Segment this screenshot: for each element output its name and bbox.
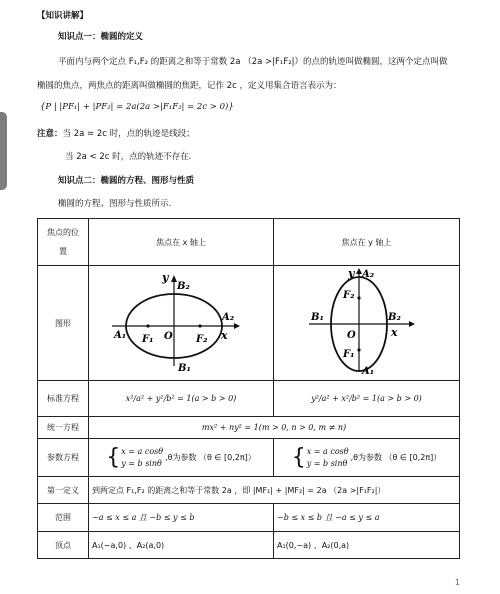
figure-y-focus-cell — [274, 266, 460, 381]
param2-y: y = b sinθ — [306, 458, 348, 468]
param1-y: y = b sinθ — [121, 458, 162, 468]
ellipse-properties-table — [37, 218, 460, 559]
fig2-b1-label: B₁ — [311, 312, 324, 323]
fig2-f2-label: F₂ — [343, 290, 355, 301]
fig1-b1-label: B₁ — [177, 363, 191, 374]
fig2-f1-label: F₁ — [343, 349, 355, 360]
fig1-origin-label: O — [163, 331, 173, 342]
section-title: 【知识讲解】 — [37, 11, 89, 21]
table-row — [38, 439, 460, 477]
col2-header: 焦点在 y 轴上 — [274, 219, 460, 266]
fig2-x-label: x — [391, 326, 398, 339]
side-tab-handle[interactable] — [0, 112, 7, 190]
fig1-f2-label: F₂ — [195, 334, 207, 345]
range-label: 范围 — [38, 504, 89, 532]
table-row — [38, 477, 460, 504]
vertex-x: A₁(−a,0) 、A₂(a,0) — [89, 532, 274, 559]
fig1-a2-label: A₂ — [221, 312, 234, 323]
param2-tail: ,θ为参数 （θ ∈ [0,2π]） — [350, 453, 442, 462]
param2-x: x = a cosθ — [306, 446, 349, 456]
note-label: 注意： — [37, 129, 63, 139]
param-eq-y-cell: { x = a cosθ y = b sinθ ,θ为参数 （θ ∈ [0,2π]） — [274, 439, 460, 477]
note-1: 当 2a = 2c 时，点的轨迹是线段； — [62, 129, 195, 139]
fig2-a2-label: A₂ — [362, 269, 375, 280]
fig2-origin-label: O — [347, 330, 356, 341]
kp2-intro: 椭圆的方程、图形与性质所示. — [58, 199, 172, 209]
std-eq-x: x²/a² + y²/b² = 1(a > b > 0) — [89, 381, 274, 417]
vertex-y: A₁(0,−a) 、A₂(0,a) — [274, 532, 460, 559]
def-text: 到两定点 F₁,F₂ 的距离之和等于常数 2a ，即 |MF₁| + |MF₂| = 2a （2a >|F₁F₂|） — [89, 477, 460, 504]
param-eq-x-cell: { x = a cosθ y = b sinθ ,θ为参数 （θ ∈ [0,2π]） — [89, 439, 274, 477]
kp1-paragraph-line2: 椭圆的焦点，两焦点的距离叫做椭圆的焦距，记作 2c ，定义用集合语言表示为： — [37, 81, 342, 91]
fig1-f1-label: F₁ — [141, 334, 153, 345]
param-label: 参数方程 — [38, 439, 89, 477]
range-x: −a ≤ x ≤ a 且 −b ≤ y ≤ b — [89, 504, 274, 532]
std-eq-y: y²/a² + x²/b² = 1(a > b > 0) — [274, 381, 460, 417]
table-row — [38, 266, 460, 381]
ellipse-x-axis-figure — [94, 268, 269, 376]
table-row — [38, 219, 460, 266]
range-y: −b ≤ x ≤ b 且 −a ≤ y ≤ a — [274, 504, 460, 532]
fig1-y-label: y — [161, 271, 168, 284]
kp1-paragraph-line1: 平面内与两个定点 F₁,F₂ 的距离之和等于常数 2a （2a >|F₁F₂|）的点的轨迹叫做椭圆，这两个定点叫做 — [58, 57, 448, 67]
header-label-line2: 置 — [59, 247, 67, 256]
unified-eq: mx² + ny² = 1(m > 0, n > 0, m ≠ n) — [89, 417, 460, 439]
col1-header: 焦点在 x 轴上 — [89, 219, 274, 266]
table-row — [38, 381, 460, 417]
vertex-label: 顶点 — [38, 532, 89, 559]
fig2-a1-label: A₁ — [362, 366, 375, 376]
header-label-cell — [38, 219, 89, 266]
ellipse-y-axis-figure — [279, 268, 454, 376]
page-number: 1 — [454, 578, 460, 587]
def-label: 第一定义 — [38, 477, 89, 504]
figure-label: 图形 — [38, 266, 89, 381]
figure-x-focus-cell — [89, 266, 274, 381]
table-row — [38, 417, 460, 439]
unified-label: 统一方程 — [38, 417, 89, 439]
fig1-b2-label: B₂ — [176, 281, 190, 292]
param1-tail: ,θ为参数 （θ ∈ [0,2π]） — [165, 453, 256, 462]
header-label-line1: 焦点的位 — [47, 228, 79, 237]
note-2: 当 2a < 2c 时，点的轨迹不存在. — [65, 152, 192, 162]
set-expression: {P | |PF₁| + |PF₂| = 2a(2a >|F₁F₂| = 2c > 0)} — [40, 102, 234, 112]
std-label: 标准方程 — [38, 381, 89, 417]
fig1-x-label: x — [220, 329, 228, 342]
fig2-y-label: y — [348, 268, 355, 280]
kp2-title: 知识点二：椭圆的方程、图形与性质 — [58, 176, 195, 186]
fig2-b2-label: B₂ — [388, 312, 401, 323]
table-row — [38, 532, 460, 559]
param1-x: x = a cosθ — [121, 446, 164, 456]
fig1-a1-label: A₁ — [113, 330, 126, 341]
table-row — [38, 504, 460, 532]
kp1-title: 知识点一：椭圆的定义 — [58, 32, 144, 42]
